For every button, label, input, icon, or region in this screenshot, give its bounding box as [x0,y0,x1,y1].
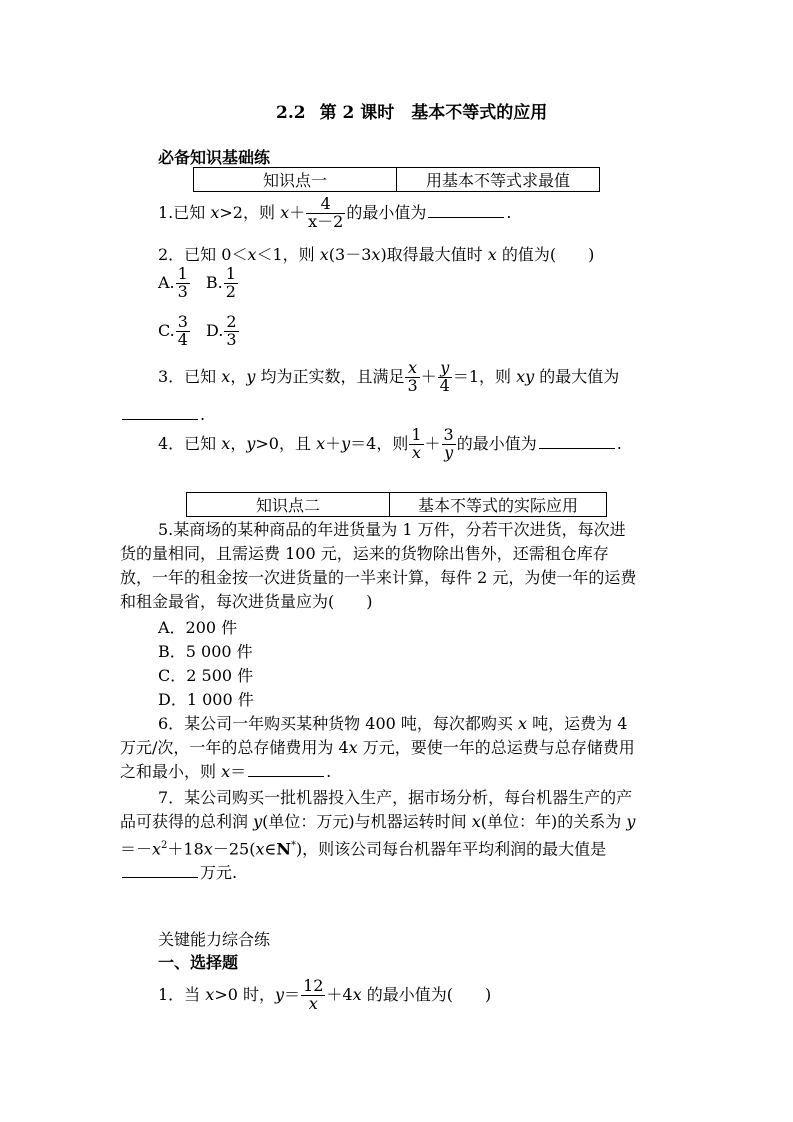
page-title [276,98,547,123]
subsection-choice-heading: 一、选择题 [158,953,239,972]
section-ability-heading: 关键能力综合练 [158,930,271,949]
q2-option-c[interactable]: C. $\frac{3}{4}$ [158,312,188,349]
q5-option-c[interactable]: C．2 500 件 [158,666,254,685]
question-4: 4．已知 x，y>0，且 x＋y＝4，则 $\frac{1}{x}$ ＋ $\frac{3}{y}$ 的最小值为 . [158,425,622,462]
question-3-blank: . [120,405,205,424]
kp2-label: 知识点二 [187,493,390,517]
kp2-topic: 基本不等式的实际应用 [390,493,607,517]
q5-option-a[interactable]: A．200 件 [158,618,238,637]
question-3: 3．已知 x，y 均为正实数，且满足 $\frac{x}{3}$ ＋ $\frac{y}{4}$ ＝1，则 xy 的最大值为 [158,358,620,395]
answer-blank[interactable] [122,418,198,420]
knowledge-point-1-table [193,167,600,192]
answer-blank[interactable] [428,216,504,218]
q1-fraction: $\frac{4}{x-2}$ [308,194,344,231]
q2-options-row-1 [158,266,239,301]
kp1-label: 知识点一 [194,168,397,192]
q2-option-a[interactable]: A. $\frac{1}{3}$ [158,264,188,301]
question-8: 1．当 x>0 时，y＝ $\frac{12}{x}$ ＋4x 的最小值为( ) [158,976,492,1013]
q5-option-b[interactable]: B．5 000 件 [158,642,253,661]
question-1: 1.已知 x>2，则 x＋ $\frac{4}{x-2}$ 的最小值为 . [158,194,512,231]
q2-option-b[interactable]: B. $\frac{1}{2}$ [205,264,236,301]
question-7: 7．某公司购买一批机器投入生产，据市场分析，每台机器生产的产品可获得的总利润 y(单位：万元)与机器运转时间 x(单位：年)的关系为 $y=-x^2+18x-25(x\in N^*)$，则该公司每台机器年平均利润的最大值是万元. [120,788,636,883]
title-number: 2.2 [276,103,306,123]
answer-blank[interactable] [122,876,198,878]
kp1-topic: 用基本不等式求最值 [397,168,600,192]
answer-blank[interactable] [539,447,615,449]
question-2: 2．已知 0＜x＜1，则 x(3－3x)取得最大值时 x 的值为( ) [158,245,595,264]
question-5: 5.某商场的某种商品的年进货量为 1 万件，分若干次进货，每次进货的量相同，且需运费 100 元，运来的货物除出售外，还需租仓库存放，一年的租金按一次进货量的一半来计算，每件 2 元，为使一年的运费和租金最省，每次进货量应为( ) [120,520,637,611]
knowledge-point-2-table [186,492,607,517]
q2-options-row-2 [158,314,240,349]
q5-option-d[interactable]: D．1 000 件 [158,690,254,709]
title-text: 第 2 课时 基本不等式的应用 [319,103,548,123]
question-6: 6．某公司一年购买某种货物 400 吨，每次都购买 x 吨，运费为 4 万元/次，一年的总存储费用为 4x 万元，要使一年的总运费与总存储费用之和最小，则 x＝ . [120,714,635,781]
answer-blank[interactable] [248,775,324,777]
section-basic-heading: 必备知识基础练 [158,148,271,167]
q2-option-d[interactable]: D. $\frac{2}{3}$ [206,312,237,349]
